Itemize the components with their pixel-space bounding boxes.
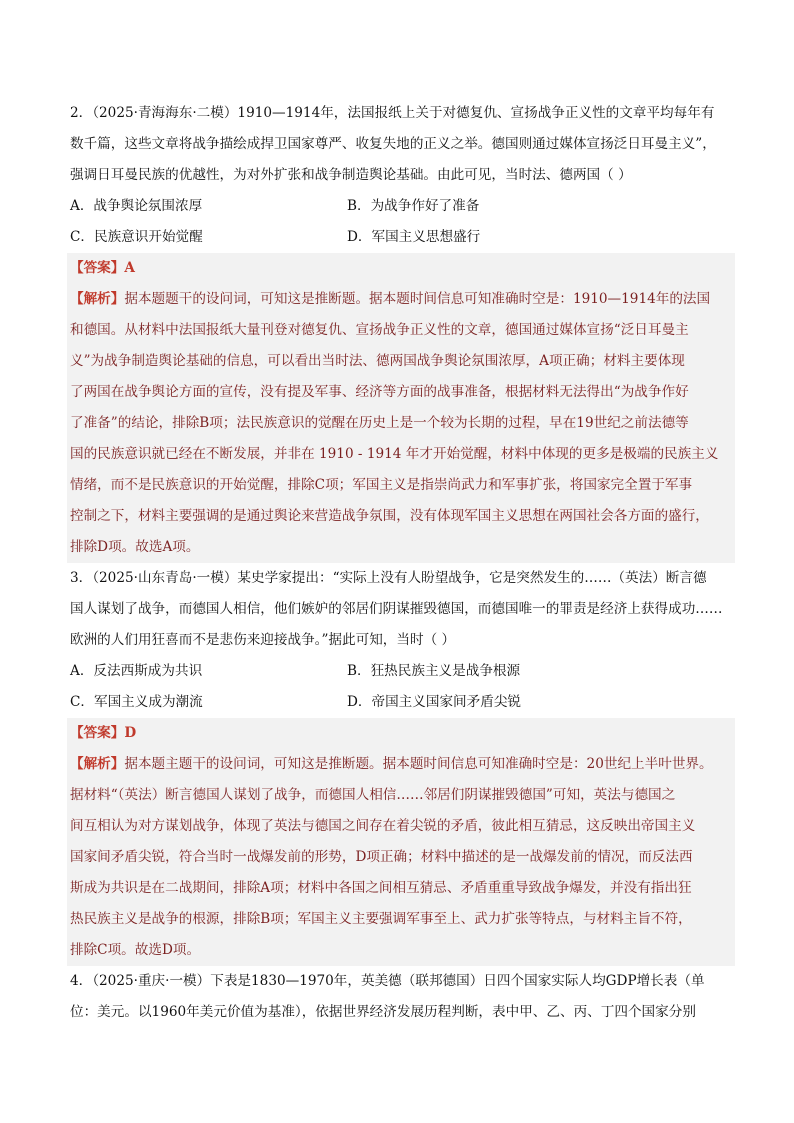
question-stem-line: 数千篇，这些文章将战争描绘成捍卫国家尊严、收复失地的正义之举。德国则通过媒体宣扬泛日耳曼主义”，: [70, 136, 716, 152]
analysis-tag: 【解析】: [70, 291, 125, 307]
analysis-line: 国的民族意识就已经在不断发展，并非在 1910 - 1914 年才开始觉醒，材料中体现的更多是极端的民族主义: [70, 446, 719, 462]
analysis-line: 了准备”的结论，排除B项；法民族意识的觉醒在历史上是一个较为长期的过程，早在19世纪之前法德等: [70, 415, 689, 431]
option-a[interactable]: A．反法西斯成为共识: [70, 663, 203, 679]
answer-tag: 【答案】: [70, 260, 125, 276]
analysis-tag: 【解析】: [70, 756, 125, 772]
option-c[interactable]: C．民族意识开始觉醒: [70, 229, 203, 245]
option-d[interactable]: D．帝国主义国家间矛盾尖锐: [347, 694, 522, 710]
option-a[interactable]: A．战争舆论氛围浓厚: [70, 198, 203, 214]
question-3: [70, 563, 732, 966]
analysis-block: [67, 749, 735, 966]
option-b[interactable]: B．狂热民族主义是战争根源: [347, 663, 521, 679]
analysis-line: 斯成为共识是在二战期间，排除A项；材料中各国之间相互猜忌、矛盾重重导致战争爆发，并没有指出狂: [70, 880, 692, 896]
analysis-line: 据材料“（英法）断言德国人谋划了战争，而德国人相信……邻居们阴谋摧毁德国”可知，英法与德国之: [70, 787, 676, 803]
analysis-line: 热民族主义是战争的根源，排除B项；军国主义主要强调军事至上、武力扩张等特点，与材料主旨不符，: [70, 911, 692, 927]
answer-tag: 【答案】: [70, 725, 125, 741]
analysis-line: [70, 284, 735, 315]
question-stem-line: 位：美元。以1960年美元价值为基准），依据世界经济发展历程判断，表中甲、乙、丙、丁四个国家分别: [70, 1004, 696, 1020]
analysis-line: [70, 749, 735, 780]
option-d[interactable]: D．军国主义思想盛行: [347, 229, 481, 245]
question-stem-line: 3．（2025·山东青岛·一模）某史学家提出：“实际上没有人盼望战争，它是突然发生的……（英法）断言德: [70, 570, 707, 586]
analysis-line: 间互相认为对方谋划战争，体现了英法与德国之间存在着尖锐的矛盾，彼此相互猜忌，这反映出帝国主义: [70, 818, 696, 834]
analysis-line: 控制之下，材料主要强调的是通过舆论来营造战争氛围，没有体现军国主义思想在两国社会各方面的盛行，: [70, 508, 709, 524]
option-c[interactable]: C．军国主义成为潮流: [70, 694, 203, 710]
options-row: [70, 191, 732, 222]
analysis-line: 和德国。从材料中法国报纸大量刊登对德复仇、宣扬战争正义性的文章，德国通过媒体宣扬“泛日耳曼主: [70, 322, 689, 338]
analysis-line: 排除C项。故选D项。: [70, 942, 201, 958]
analysis-text: 据本题主题干的设问词，可知这是推断题。据本题时间信息可知准确时空是：20世纪上半叶世界。: [124, 756, 713, 772]
question-stem-line: 强调日耳曼民族的优越性，为对外扩张和战争制造舆论基础。由此可见，当时法、德两国（ ）: [70, 167, 632, 183]
analysis-line: 排除D项。故选A项。: [70, 539, 200, 555]
analysis-block: [67, 284, 735, 563]
document-content: [70, 98, 732, 1028]
answer-row: [67, 253, 735, 284]
analysis-line: 国家间矛盾尖锐，符合当时一战爆发前的形势，D项正确；材料中描述的是一战爆发前的情况，而反法西: [70, 849, 693, 865]
question-stem-line: 4．（2025·重庆·一模）下表是1830—1970年，英美德（联邦德国）日四个国家实际人均GDP增长表（单: [70, 973, 705, 989]
analysis-line: 义”为战争制造舆论基础的信息，可以看出当时法、德两国战争舆论氛围浓厚，A项正确；材料主要体现: [70, 353, 685, 369]
answer-value: A: [124, 260, 135, 276]
question-stem-line: 国人谋划了战争，而德国人相信，他们嫉妒的邻居们阴谋摧毁德国，而德国唯一的罪责是经济上获得成功……: [70, 601, 723, 617]
answer-value: D: [124, 725, 137, 741]
option-b[interactable]: B．为战争作好了准备: [347, 198, 480, 214]
analysis-text: 据本题题干的设问词，可知这是推断题。据本题时间信息可知准确时空是：1910—1914年的法国: [124, 291, 711, 307]
question-2: [70, 98, 732, 563]
analysis-line: 了两国在战争舆论方面的宣传，没有提及军事、经济等方面的战事准备，根据材料无法得出“为战争作好: [70, 384, 689, 400]
answer-row: [67, 718, 735, 749]
question-4: [70, 966, 732, 1028]
options-row: [70, 656, 732, 687]
options-row: [70, 222, 732, 253]
analysis-line: 情绪，而不是民族意识的开始觉醒，排除C项；军国主义是指崇尚武力和军事扩张，将国家完全置于军事: [70, 477, 693, 493]
question-stem-line: 欧洲的人们用狂喜而不是悲伤来迎接战争。”据此可知，当时（ ）: [70, 632, 456, 648]
options-row: [70, 687, 732, 718]
question-stem-line: 2．（2025·青海海东·二模）1910—1914年，法国报纸上关于对德复仇、宣扬战争正义性的文章平均每年有: [70, 105, 715, 121]
